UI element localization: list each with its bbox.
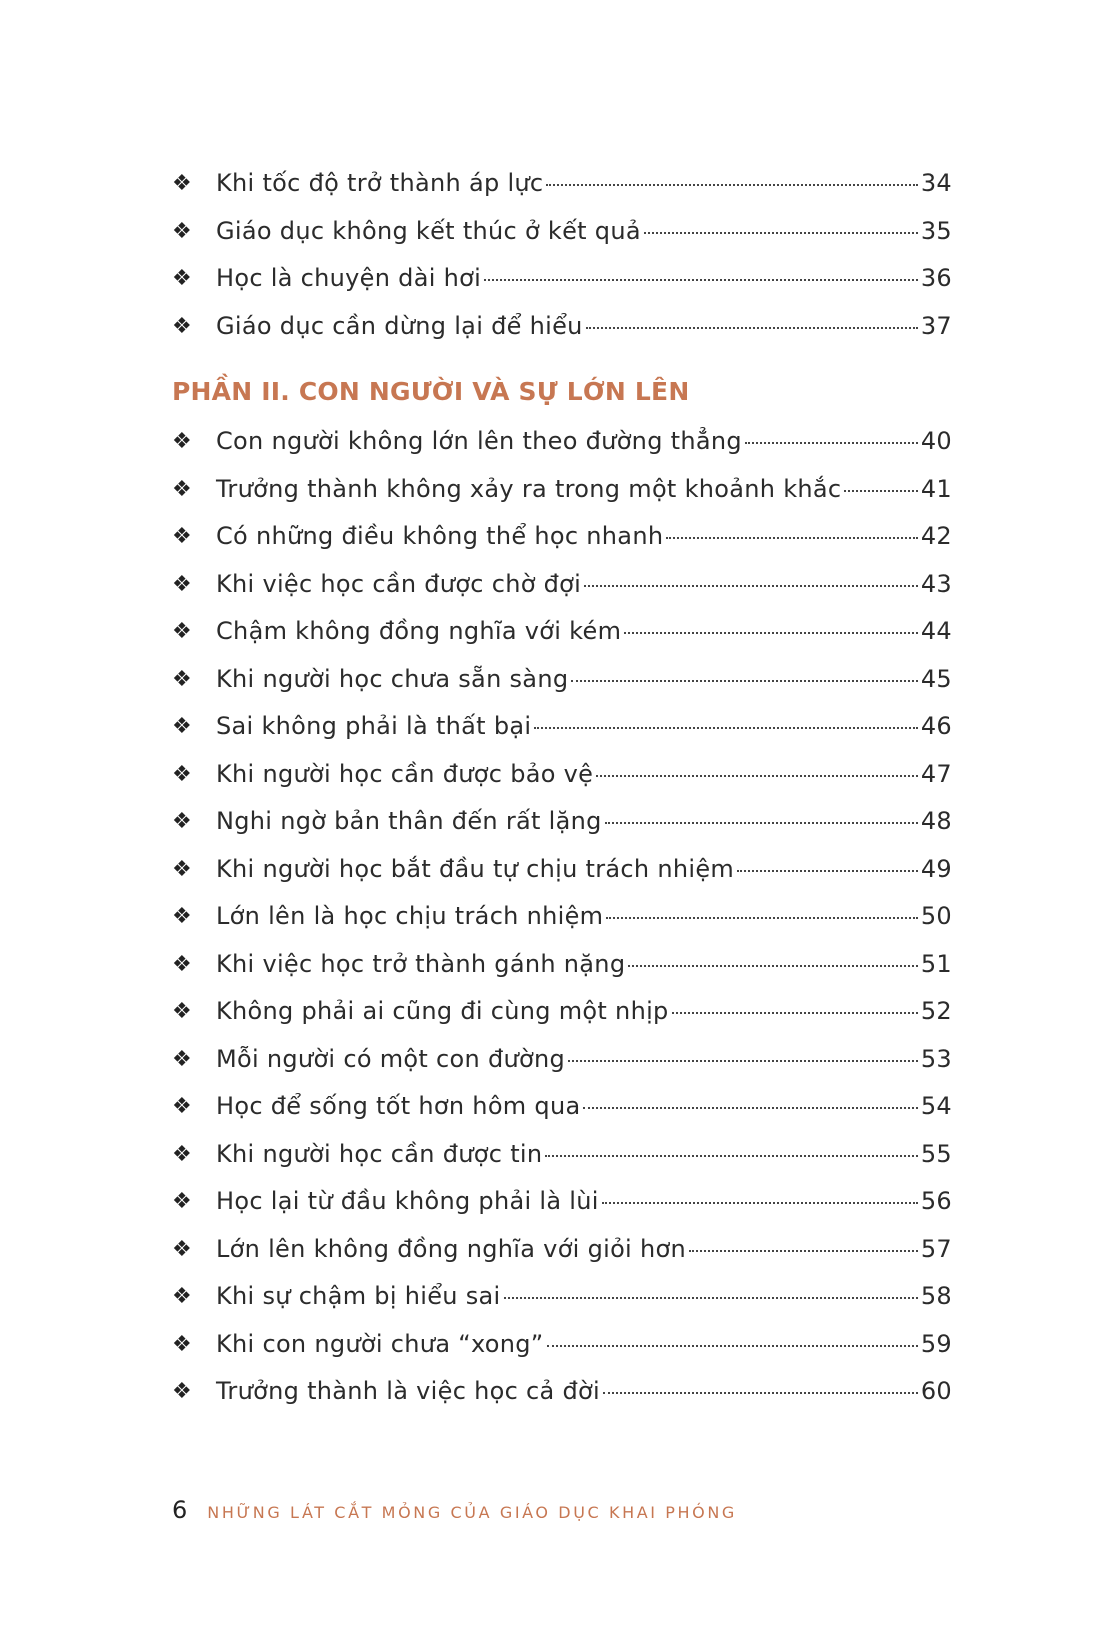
toc-entry-page-number: 45: [920, 664, 952, 693]
four-diamond-bullet-icon: ❖: [172, 619, 193, 644]
toc-entry: [172, 561, 952, 609]
four-diamond-bullet-icon: ❖: [172, 476, 193, 502]
toc-entry-page-number: 57: [920, 1234, 952, 1263]
toc-entry: [172, 466, 952, 514]
four-diamond-bullet-icon: ❖: [172, 666, 193, 692]
toc-entry: [172, 1226, 952, 1274]
toc-entry: [172, 798, 952, 846]
toc-entry-title: Lớn lên là học chịu trách nhiệm: [216, 902, 604, 930]
toc-entry: [172, 893, 952, 941]
four-diamond-bullet-icon: ❖: [172, 1094, 193, 1119]
toc-entry-page-number: 49: [920, 854, 952, 883]
toc-entry-title: Học để sống tốt hơn hôm qua: [216, 1092, 581, 1120]
toc-entry: [172, 941, 952, 989]
toc-entry-page-number: 48: [920, 807, 952, 835]
dot-leader: [545, 1155, 917, 1157]
dot-leader: [534, 727, 918, 729]
dot-leader: [586, 327, 918, 329]
toc-entry: [172, 1273, 952, 1321]
toc-entry-page-number: 47: [920, 759, 952, 788]
toc-entry-title: Giáo dục cần dừng lại để hiểu: [216, 311, 583, 340]
toc-entry-page-number: 59: [920, 1329, 952, 1358]
toc-entry-title: Giáo dục không kết thúc ở kết quả: [216, 216, 641, 245]
section-heading: PHẦN II. CON NGƯỜI VÀ SỰ LỚN LÊN: [172, 377, 690, 406]
toc-entry: [172, 418, 952, 466]
toc-entry: [172, 1178, 952, 1226]
toc-entry-title: Có những điều không thể học nhanh: [216, 522, 664, 550]
toc-entry-title: Mỗi người có một con đường: [216, 1044, 566, 1073]
toc-entry: [172, 1036, 952, 1084]
toc-entry-title: Khi người học cần được bảo vệ: [216, 759, 594, 788]
four-diamond-bullet-icon: ❖: [172, 429, 193, 454]
four-diamond-bullet-icon: ❖: [172, 524, 193, 549]
toc-entry: [172, 255, 952, 303]
toc-entry-page-number: 46: [920, 712, 952, 740]
dot-leader: [672, 1012, 918, 1014]
dot-leader: [689, 1250, 918, 1252]
dot-leader: [603, 1392, 918, 1394]
footer-page-number: 6: [172, 1496, 188, 1524]
dot-leader: [605, 822, 918, 824]
four-diamond-bullet-icon: ❖: [172, 1046, 193, 1072]
four-diamond-bullet-icon: ❖: [172, 904, 193, 929]
toc-entry: [172, 846, 952, 894]
toc-entry-title: Chậm không đồng nghĩa với kém: [216, 617, 622, 645]
four-diamond-bullet-icon: ❖: [172, 761, 193, 787]
toc-entry-title: Học là chuyện dài hơi: [216, 264, 482, 292]
dot-leader: [484, 279, 918, 281]
dot-leader: [628, 965, 918, 967]
dot-leader: [844, 490, 917, 492]
toc-entry-page-number: 34: [920, 169, 952, 197]
four-diamond-bullet-icon: ❖: [172, 571, 193, 597]
four-diamond-bullet-icon: ❖: [172, 1331, 193, 1357]
dot-leader: [504, 1297, 918, 1299]
four-diamond-bullet-icon: ❖: [172, 218, 193, 244]
toc-entry-page-number: 55: [920, 1139, 952, 1168]
toc-entry: [172, 1321, 952, 1369]
toc-entry-page-number: 50: [920, 902, 952, 930]
part1-entry-list: [172, 160, 952, 350]
toc-entry-title: Không phải ai cũng đi cùng một nhịp: [216, 997, 669, 1025]
toc-entry-title: Khi sự chậm bị hiểu sai: [216, 1282, 501, 1310]
dot-leader: [571, 680, 917, 682]
toc-entry: [172, 703, 952, 751]
four-diamond-bullet-icon: ❖: [172, 1189, 193, 1214]
toc-entry-page-number: 58: [920, 1282, 952, 1310]
dot-leader: [606, 917, 918, 919]
toc-entry-title: Khi người học chưa sẵn sàng: [216, 664, 569, 693]
toc-entry-title: Học lại từ đầu không phải là lùi: [216, 1187, 599, 1215]
toc-entry-title: Trưởng thành là việc học cả đời: [216, 1377, 600, 1405]
four-diamond-bullet-icon: ❖: [172, 999, 193, 1024]
toc-entry-title: Khi việc học cần được chờ đợi: [216, 569, 582, 598]
dot-leader: [596, 775, 918, 777]
dot-leader: [745, 442, 918, 444]
dot-leader: [568, 1060, 918, 1062]
toc-entry-page-number: 60: [920, 1377, 952, 1405]
dot-leader: [547, 1345, 918, 1347]
toc-entry: [172, 1368, 952, 1416]
toc-entry: [172, 988, 952, 1036]
toc-entry-title: Khi con người chưa “xong”: [216, 1329, 544, 1358]
toc-entry-page-number: 51: [920, 949, 952, 978]
dot-leader: [644, 232, 918, 234]
toc-entry: [172, 1083, 952, 1131]
dot-leader: [624, 632, 918, 634]
toc-entry-page-number: 54: [920, 1092, 952, 1120]
toc-entry-title: Con người không lớn lên theo đường thẳng: [216, 427, 742, 455]
toc-entry-title: Khi người học bắt đầu tự chịu trách nhiệm: [216, 854, 735, 883]
toc-entry: [172, 303, 952, 351]
toc-entry-page-number: 56: [920, 1187, 952, 1215]
toc-entry: [172, 513, 952, 561]
four-diamond-bullet-icon: ❖: [172, 313, 193, 339]
dot-leader: [602, 1202, 918, 1204]
four-diamond-bullet-icon: ❖: [172, 856, 193, 882]
toc-entry-page-number: 37: [920, 311, 952, 340]
four-diamond-bullet-icon: ❖: [172, 1284, 193, 1309]
table-of-contents: [172, 160, 952, 1416]
toc-entry-title: Khi người học cần được tin: [216, 1139, 543, 1168]
toc-entry: [172, 608, 952, 656]
toc-entry: [172, 208, 952, 256]
part2-entry-list: [172, 418, 952, 1416]
toc-entry-page-number: 41: [920, 474, 952, 503]
toc-entry-page-number: 53: [920, 1044, 952, 1073]
toc-entry-page-number: 52: [920, 997, 952, 1025]
toc-entry-page-number: 43: [920, 569, 952, 598]
toc-entry-title: Khi việc học trở thành gánh nặng: [216, 949, 626, 978]
toc-entry-page-number: 35: [920, 216, 952, 245]
toc-entry: [172, 656, 952, 704]
dot-leader: [546, 184, 917, 186]
four-diamond-bullet-icon: ❖: [172, 809, 193, 834]
four-diamond-bullet-icon: ❖: [172, 1236, 193, 1262]
toc-entry-title: Nghi ngờ bản thân đến rất lặng: [216, 807, 602, 835]
four-diamond-bullet-icon: ❖: [172, 1141, 193, 1167]
four-diamond-bullet-icon: ❖: [172, 266, 193, 291]
four-diamond-bullet-icon: ❖: [172, 951, 193, 977]
toc-entry-page-number: 42: [920, 522, 952, 550]
dot-leader: [583, 1107, 917, 1109]
toc-entry-page-number: 44: [920, 617, 952, 645]
four-diamond-bullet-icon: ❖: [172, 714, 193, 739]
page-footer: [172, 1496, 737, 1524]
dot-leader: [666, 537, 918, 539]
toc-entry: [172, 751, 952, 799]
dot-leader: [737, 870, 918, 872]
four-diamond-bullet-icon: ❖: [172, 171, 193, 196]
footer-book-title: NHỮNG LÁT CẮT MỎNG CỦA GIÁO DỤC KHAI PHÓNG: [207, 1503, 737, 1522]
toc-entry-page-number: 40: [920, 427, 952, 455]
dot-leader: [584, 585, 918, 587]
toc-entry-title: Lớn lên không đồng nghĩa với giỏi hơn: [216, 1234, 686, 1263]
toc-entry-title: Sai không phải là thất bại: [216, 712, 532, 740]
toc-entry-title: Khi tốc độ trở thành áp lực: [216, 169, 544, 197]
toc-entry: [172, 160, 952, 208]
toc-entry: [172, 1131, 952, 1179]
toc-entry-page-number: 36: [920, 264, 952, 292]
toc-entry-title: Trưởng thành không xảy ra trong một khoảnh khắc: [216, 474, 842, 503]
four-diamond-bullet-icon: ❖: [172, 1379, 193, 1404]
